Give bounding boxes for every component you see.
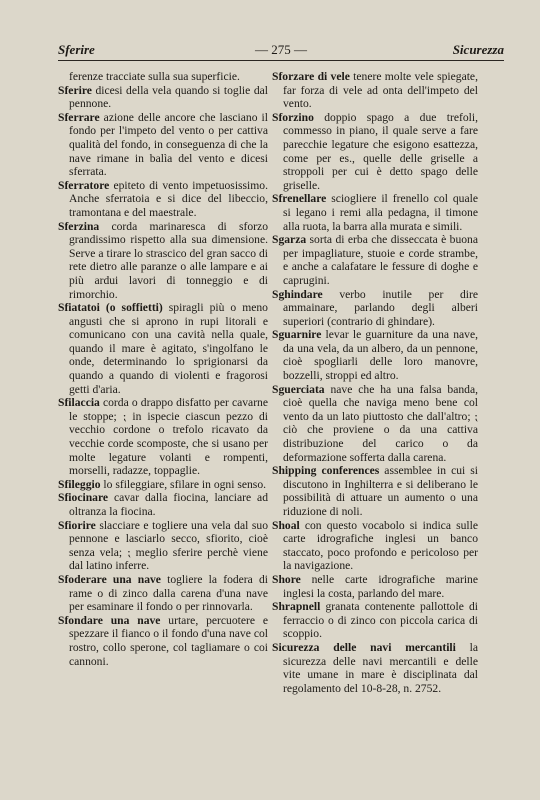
entry-definition: spiragli più o meno angusti che si aprono in rupi litorali e comunicano con una cavità nella quale, quando il mare è agitato, s'ingolfano le onde, determinando lo sprigionarsi da quando a quando di violenti e fragorosi getti d'aria. <box>69 301 268 396</box>
entry-term: Sferzina <box>58 219 100 233</box>
entry-definition: cavar dalla fiocina, lanciare ad oltranza la fiocina. <box>69 491 268 518</box>
dictionary-entry <box>272 328 478 382</box>
dictionary-entry <box>58 70 268 84</box>
entry-definition: nave che ha una falsa banda, cioè quella che naviga meno bene col vento da un lato piuttosto che dall'altro; ⁏ ciò che proviene o da una cattiva distribuzione del carico o da deformazione sofferta dalla carena. <box>283 382 478 464</box>
entry-definition: verbo inutile per dire ammainare, parlando degli alberi superiori (contrario di ghindare). <box>283 287 478 328</box>
entry-term: Sgarza <box>272 233 307 247</box>
entry-term: Sforzino <box>272 110 314 124</box>
header-right-guide-word: Sicurezza <box>452 42 504 57</box>
entry-term: Sfondare una nave <box>58 613 161 627</box>
entry-term: Sguerciata <box>272 382 325 396</box>
entry-term: Sfiorire <box>58 518 96 532</box>
entry-definition: dicesi della vela quando si toglie dal pennone. <box>69 83 268 111</box>
dictionary-entry <box>272 233 478 287</box>
entry-definition: urtare, percuotere e spezzare il fianco o il fondo d'una nave col rostro, collo sperone, col tagliamare o coi cannoni. <box>69 613 268 668</box>
dictionary-entry <box>58 179 268 220</box>
dictionary-entry <box>272 383 478 465</box>
entry-definition: epiteto di vento impetuosissimo. Anche sferratoia e si dice del libeccio, tramontana e del maestrale. <box>69 178 268 219</box>
entry-term: Shipping conferences <box>272 464 380 478</box>
header-left-guide-word: Sferire <box>58 42 95 57</box>
dictionary-entry <box>58 519 268 573</box>
dictionary-entry <box>272 288 478 329</box>
entry-term: Sicurezza delle navi mercantili <box>272 640 456 654</box>
entry-term: Sghindare <box>272 287 323 301</box>
dictionary-entry <box>58 478 268 492</box>
dictionary-entry <box>272 70 478 111</box>
dictionary-entry <box>272 573 478 600</box>
entry-definition: doppio spago a due trefoli, commesso in piano, il quale serve a fare parecchie legature che esigono esattezza, come per es., quelle delle griselle a stroppoli per cui è detto spago delle griselle. <box>283 110 478 192</box>
dictionary-entry <box>272 464 478 518</box>
entry-definition: azione delle ancore che lasciano il fondo per l'impeto del vento o per cattiva qualità del fondo, in conseguenza di che la nave rimane in balìa del vento e dicesi sferrata. <box>69 110 268 179</box>
entry-term: Shore <box>272 572 301 586</box>
dictionary-entry <box>58 111 268 179</box>
entry-term: Sforzare di vele <box>272 70 350 83</box>
entry-term: Sfilaccia <box>58 396 100 410</box>
entry-term: Shoal <box>272 518 300 532</box>
dictionary-entry <box>272 192 478 233</box>
entry-definition: levar le guarniture da una nave, da una vela, da un albero, da un pennone, cioè spogliarli delle loro manovre, bozzelli, stroppi ed altro. <box>283 328 478 383</box>
entry-term: Sferire <box>58 83 92 97</box>
entry-definition: ferenze tracciate sulla sua superficie. <box>69 70 240 83</box>
right-column <box>272 70 478 695</box>
entry-definition: corda marinaresca di sforzo grandissimo rispetto alla sua dimensione. Serve a tirare lo strascico del gran sacco di rete dietro alle paranze o alle lampare e ai più ardui lavori di tonneggio e di rimorchio. <box>69 219 268 301</box>
dictionary-entry <box>272 641 478 695</box>
dictionary-entry <box>58 301 268 396</box>
entry-term: Sferrare <box>58 110 100 124</box>
entry-definition: sorta di erba che disseccata è buona per impagliature, stuoie e corde strambe, e anche a calafatare le fessure di doghe e caprugini. <box>283 233 478 287</box>
dictionary-entry <box>272 519 478 573</box>
dictionary-entry <box>272 111 478 193</box>
entry-definition: corda o drappo disfatto per cavarne le stoppe; ⁏ in ispecie ciascun pezzo di vecchio cordone o trefolo ricavato da vecchie corde scomposte, che si usano per molte legature volanti e rompenti, morselli, radazze, toppaglie. <box>69 396 268 478</box>
entry-definition: granata contenente pallottole di ferraccio o di zinco con piccola carica di scoppio. <box>283 600 478 641</box>
entry-definition: sciogliere il frenello col quale si legano i remi alla pedagna, il timone alla ruota, la barra alla murata e simili. <box>283 192 478 233</box>
left-column <box>58 70 268 668</box>
dictionary-entry <box>58 396 268 478</box>
entry-definition: lo sfileggiare, sfilare in ogni senso. <box>100 477 267 491</box>
page-number: — 275 — <box>255 42 307 57</box>
entry-definition: tenere molte vele spiegate, far forza di vele ad onta dell'impeto del vento. <box>283 70 478 111</box>
dictionary-entry <box>272 600 478 641</box>
entry-definition: la sicurezza delle navi mercantili e delle vite umane in mare è disciplinata dal regolamento del 10-8-28, n. 2752. <box>283 640 478 695</box>
dictionary-entry <box>58 573 268 614</box>
entry-definition: slacciare e togliere una vela dal suo pennone e lasciarlo secco, sfiorito, cioè senza vela; ⁏ meglio sferire perchè viene dal latino inferre. <box>69 518 268 573</box>
entry-definition: assemblee in cui si discutono in Inghilterra e si deliberano le possibilità di attuare un aumento o una riduzione di noli. <box>283 464 479 518</box>
entry-term: Sfoderare una nave <box>58 572 161 586</box>
entry-term: Sfileggio <box>58 477 101 491</box>
entry-term: Sferratore <box>58 178 110 192</box>
dictionary-entry <box>58 614 268 668</box>
entry-term: Sguarnire <box>272 328 322 342</box>
entry-term: Sfiatatoi (o soffietti) <box>58 301 163 315</box>
entry-definition: nelle carte idrografiche marine inglesi la costa, parlando del mare. <box>283 572 478 600</box>
entry-term: Sfiocinare <box>58 491 109 505</box>
dictionary-entry <box>58 84 268 111</box>
page-header <box>58 42 504 61</box>
dictionary-entry <box>58 220 268 302</box>
dictionary-entry <box>58 491 268 518</box>
entry-term: Sfrenellare <box>272 192 327 206</box>
entry-term: Shrapnell <box>272 600 321 614</box>
entry-definition: togliere la fodera di rame o di zinco dalla carena d'una nave per esaminare il fondo o per rinnovarla. <box>69 572 268 614</box>
entry-definition: con questo vocabolo si indica sulle carte idrografiche inglesi un banco staccato, poco profondo e pericoloso per la navigazione. <box>283 518 478 573</box>
